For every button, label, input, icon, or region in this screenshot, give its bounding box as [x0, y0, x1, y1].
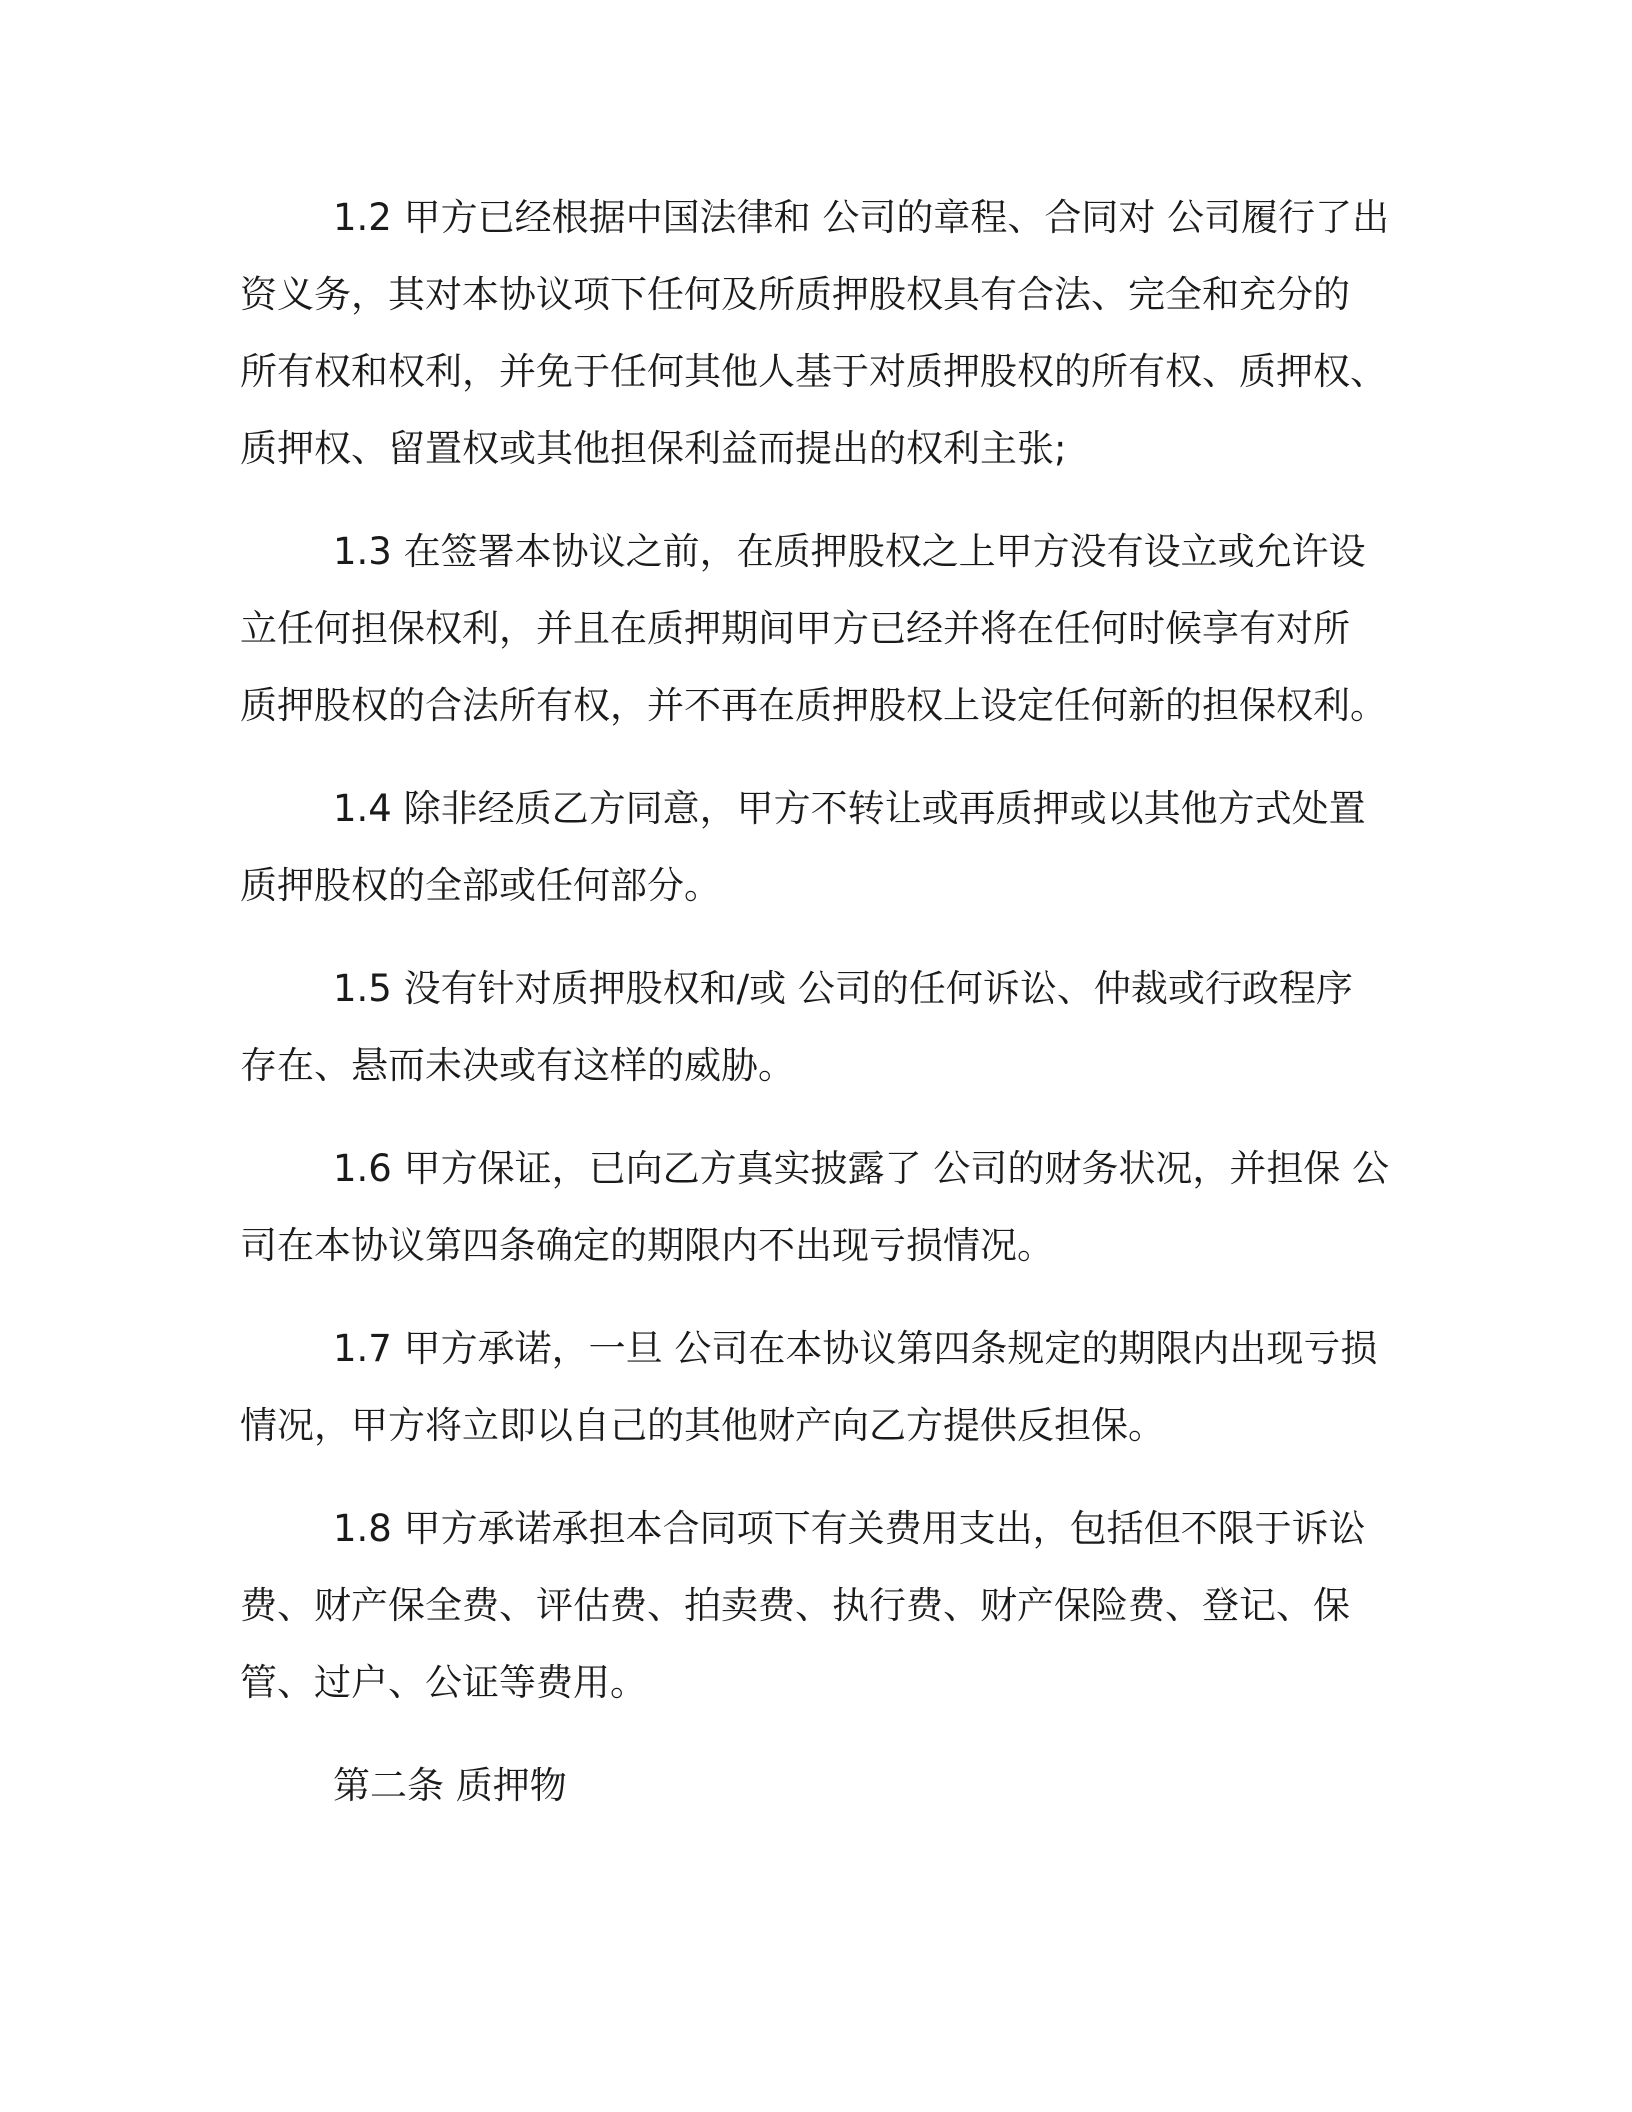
paragraph-line: 司在本协议第四条确定的期限内不出现亏损情况。	[240, 1224, 1054, 1267]
section-heading-article-2	[240, 1747, 1392, 1824]
section-heading: 第二条 质押物	[333, 1764, 567, 1807]
paragraph-line: 存在、悬而未决或有这样的威胁。	[240, 1044, 795, 1087]
paragraph-line: 情况，甲方将立即以自己的其他财产向乙方提供反担保。	[240, 1404, 1165, 1447]
clause-1-6	[240, 1130, 1392, 1284]
paragraph-line: 1.8 甲方承诺承担本合同项下有关费用支出，包括但不限于诉讼	[333, 1507, 1366, 1550]
clause-1-5	[240, 950, 1392, 1104]
paragraph-line: 1.2 甲方已经根据中国法律和 公司的章程、合同对 公司履行了出	[333, 196, 1390, 239]
paragraph-line: 管、过户、公证等费用。	[240, 1661, 647, 1704]
clause-1-2	[240, 179, 1392, 487]
paragraph-line: 资义务，其对本协议项下任何及所质押股权具有合法、完全和充分的	[240, 273, 1350, 316]
clause-1-7	[240, 1310, 1392, 1464]
paragraph-line: 质押股权的全部或任何部分。	[240, 864, 721, 907]
paragraph-line: 1.5 没有针对质押股权和/或 公司的任何诉讼、仲裁或行政程序	[333, 967, 1353, 1010]
clause-1-4	[240, 770, 1392, 924]
clause-1-3	[240, 513, 1392, 744]
clause-1-8	[240, 1490, 1392, 1721]
paragraph-line: 1.4 除非经质乙方同意，甲方不转让或再质押或以其他方式处置	[333, 787, 1366, 830]
paragraph-line: 1.6 甲方保证，已向乙方真实披露了 公司的财务状况，并担保 公	[333, 1147, 1390, 1190]
paragraph-line: 质押股权的合法所有权，并不再在质押股权上设定任何新的担保权利。	[240, 684, 1387, 727]
paragraph-line: 1.3 在签署本协议之前，在质押股权之上甲方没有设立或允许设	[333, 530, 1366, 573]
paragraph-line: 质押权、留置权或其他担保利益而提出的权利主张;	[240, 427, 1067, 470]
paragraph-line: 所有权和权利，并免于任何其他人基于对质押股权的所有权、质押权、	[240, 350, 1387, 393]
paragraph-line: 立任何担保权利，并且在质押期间甲方已经并将在任何时候享有对所	[240, 607, 1350, 650]
paragraph-line: 1.7 甲方承诺，一旦 公司在本协议第四条规定的期限内出现亏损	[333, 1327, 1378, 1370]
paragraph-line: 费、财产保全费、评估费、拍卖费、执行费、财产保险费、登记、保	[240, 1584, 1350, 1627]
